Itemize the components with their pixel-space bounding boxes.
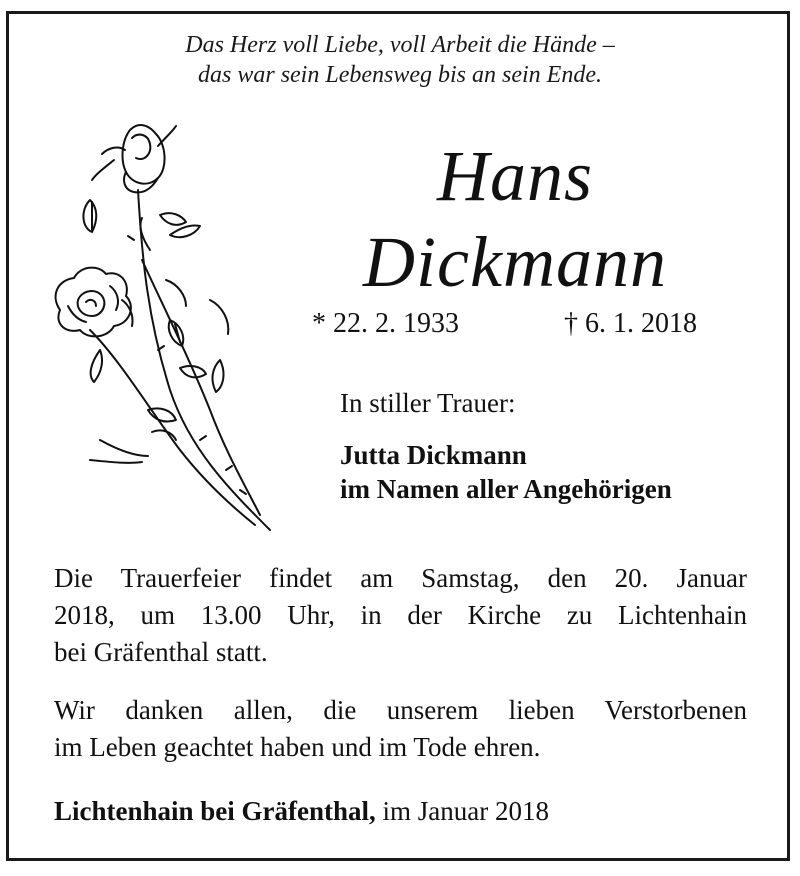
mourners	[340, 438, 672, 506]
thanks-line-1: Wir danken allen, die unserem lieben Verstorbenen	[54, 695, 747, 725]
mourner-name: Jutta Dickmann	[340, 440, 527, 470]
thanks-line-2: im Leben geachtet haben und im Tode ehren.	[54, 732, 541, 762]
mourner-relation: im Namen aller Angehörigen	[340, 474, 672, 504]
funeral-line-2: 2018, um 13.00 Uhr, in der Kirche zu Lichtenhain	[54, 600, 747, 630]
rose-illustration-icon	[30, 110, 280, 540]
funeral-line-1: Die Trauerfeier findet am Samstag, den 20. Januar	[54, 563, 747, 593]
thanks-paragraph	[54, 692, 747, 766]
funeral-line-3: bei Gräfenthal statt.	[54, 637, 268, 667]
closing-date: im Januar 2018	[375, 796, 550, 826]
motto	[0, 30, 800, 90]
closing-line	[54, 796, 549, 827]
mourning-intro: In stiller Trauer:	[340, 388, 516, 418]
deceased-first-name: Hans	[436, 136, 593, 216]
birth-date: * 22. 2. 1933	[312, 308, 459, 339]
motto-line-1: Das Herz voll Liebe, voll Arbeit die Hände –	[185, 32, 615, 58]
motto-line-2: das war sein Lebensweg bis an sein Ende.	[198, 62, 602, 88]
death-date: † 6. 1. 2018	[564, 308, 697, 339]
funeral-announcement	[54, 560, 747, 671]
deceased-last-name: Dickmann	[363, 222, 667, 302]
closing-place: Lichtenhain bei Gräfenthal,	[54, 796, 376, 826]
